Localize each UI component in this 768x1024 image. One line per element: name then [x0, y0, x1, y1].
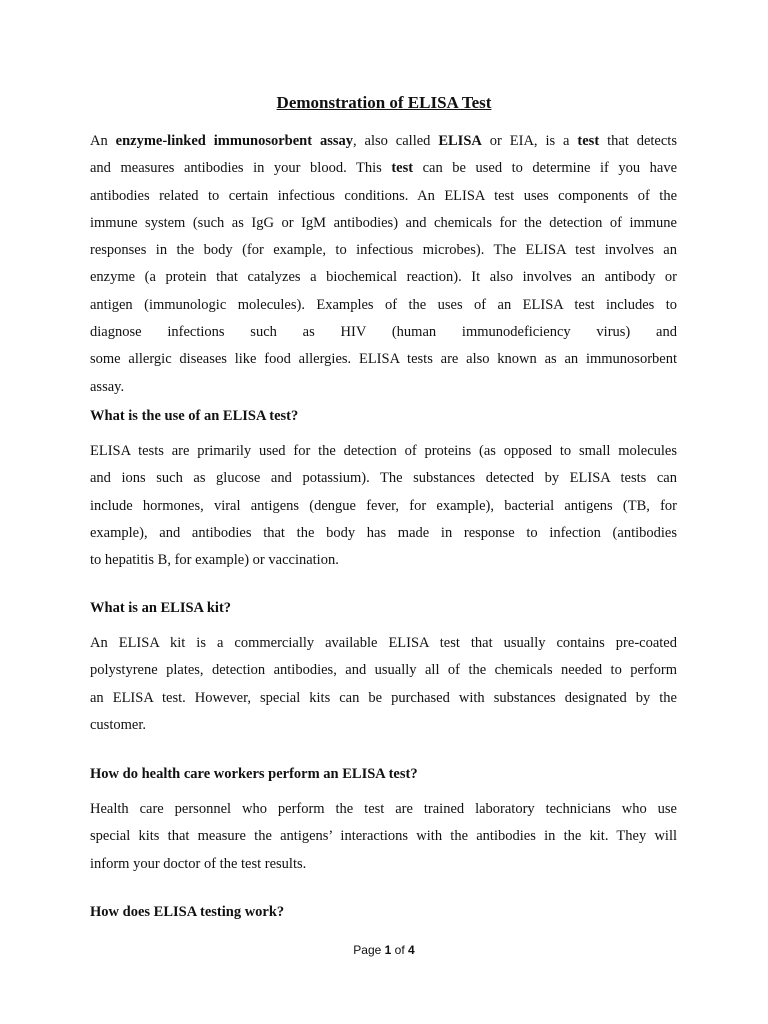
text-line: An enzyme-linked immunosorbent assay, also called ELISA or EIA, is a test that detects	[90, 133, 677, 149]
text-line: example), and antibodies that the body has made in response to infection (antibodies	[90, 524, 677, 541]
text-line: Health care personnel who perform the test are trained laboratory technicians who use	[90, 801, 677, 817]
section-perform	[90, 764, 677, 784]
section-heading: What is the use of an ELISA test?	[90, 408, 299, 424]
text-line: diagnose infections such as HIV (human immunodeficiency virus) and	[90, 324, 677, 341]
section-heading: How does ELISA testing work?	[90, 904, 285, 920]
text-line: to hepatitis B, for example) or vaccination.	[90, 552, 339, 569]
section-kit	[90, 598, 677, 618]
section-kit-paragraph	[90, 630, 677, 739]
bold-term: ELISA	[438, 133, 482, 149]
text-line: ELISA tests are primarily used for the detection of proteins (as opposed to small molecules	[90, 443, 677, 459]
section-how-works	[90, 902, 677, 922]
text-line: antigen (immunologic molecules). Examples of the uses of an ELISA test includes to	[90, 296, 677, 313]
text-line: special kits that measure the antigens’ interactions with the antibodies in the kit. They will	[90, 828, 677, 845]
page-number-footer: Page 1 of 4	[353, 943, 415, 957]
bold-term: test	[391, 160, 414, 177]
text-line: an ELISA test. However, special kits can be purchased with substances designated by the	[90, 689, 677, 706]
intro-paragraph	[90, 128, 677, 401]
bold-term: test	[577, 133, 600, 149]
text-line: responses in the body (for example, to infectious microbes). The ELISA test involves an	[90, 242, 677, 259]
text-line: customer.	[90, 716, 146, 733]
section-use-paragraph	[90, 438, 677, 574]
document-title: Demonstration of ELISA Test	[276, 93, 492, 112]
text-line: enzyme (a protein that catalyzes a biochemical reaction). It also involves an antibody or	[90, 269, 677, 286]
text-line: and measures antibodies in your blood. This test can be used to determine if you have	[90, 160, 678, 177]
text-line: antibodies related to certain infectious conditions. An ELISA test uses components of the	[90, 187, 677, 204]
total-pages: 4	[408, 943, 415, 957]
bold-term: enzyme-linked immunosorbent assay	[115, 133, 353, 149]
text-line: inform your doctor of the test results.	[90, 855, 307, 872]
text-line: polystyrene plates, detection antibodies, and usually all of the chemicals needed to perform	[90, 662, 677, 679]
text-line: immune system (such as IgG or IgM antibodies) and chemicals for the detection of immune	[90, 214, 677, 231]
section-heading: What is an ELISA kit?	[90, 600, 232, 616]
section-heading: How do health care workers perform an ELISA test?	[90, 766, 418, 782]
current-page: 1	[384, 943, 392, 957]
text-line: include hormones, viral antigens (dengue fever, for example), bacterial antigens (TB, for	[90, 497, 677, 514]
text-line: An ELISA kit is a commercially available ELISA test that usually contains pre-coated	[90, 635, 677, 651]
text-line: some allergic diseases like food allergies. ELISA tests are also known as an immunosorbent	[90, 351, 677, 368]
text-line: assay.	[90, 378, 125, 395]
text-line: and ions such as glucose and potassium). The substances detected by ELISA tests can	[90, 470, 677, 487]
section-perform-paragraph	[90, 796, 677, 878]
section-use	[90, 406, 677, 426]
